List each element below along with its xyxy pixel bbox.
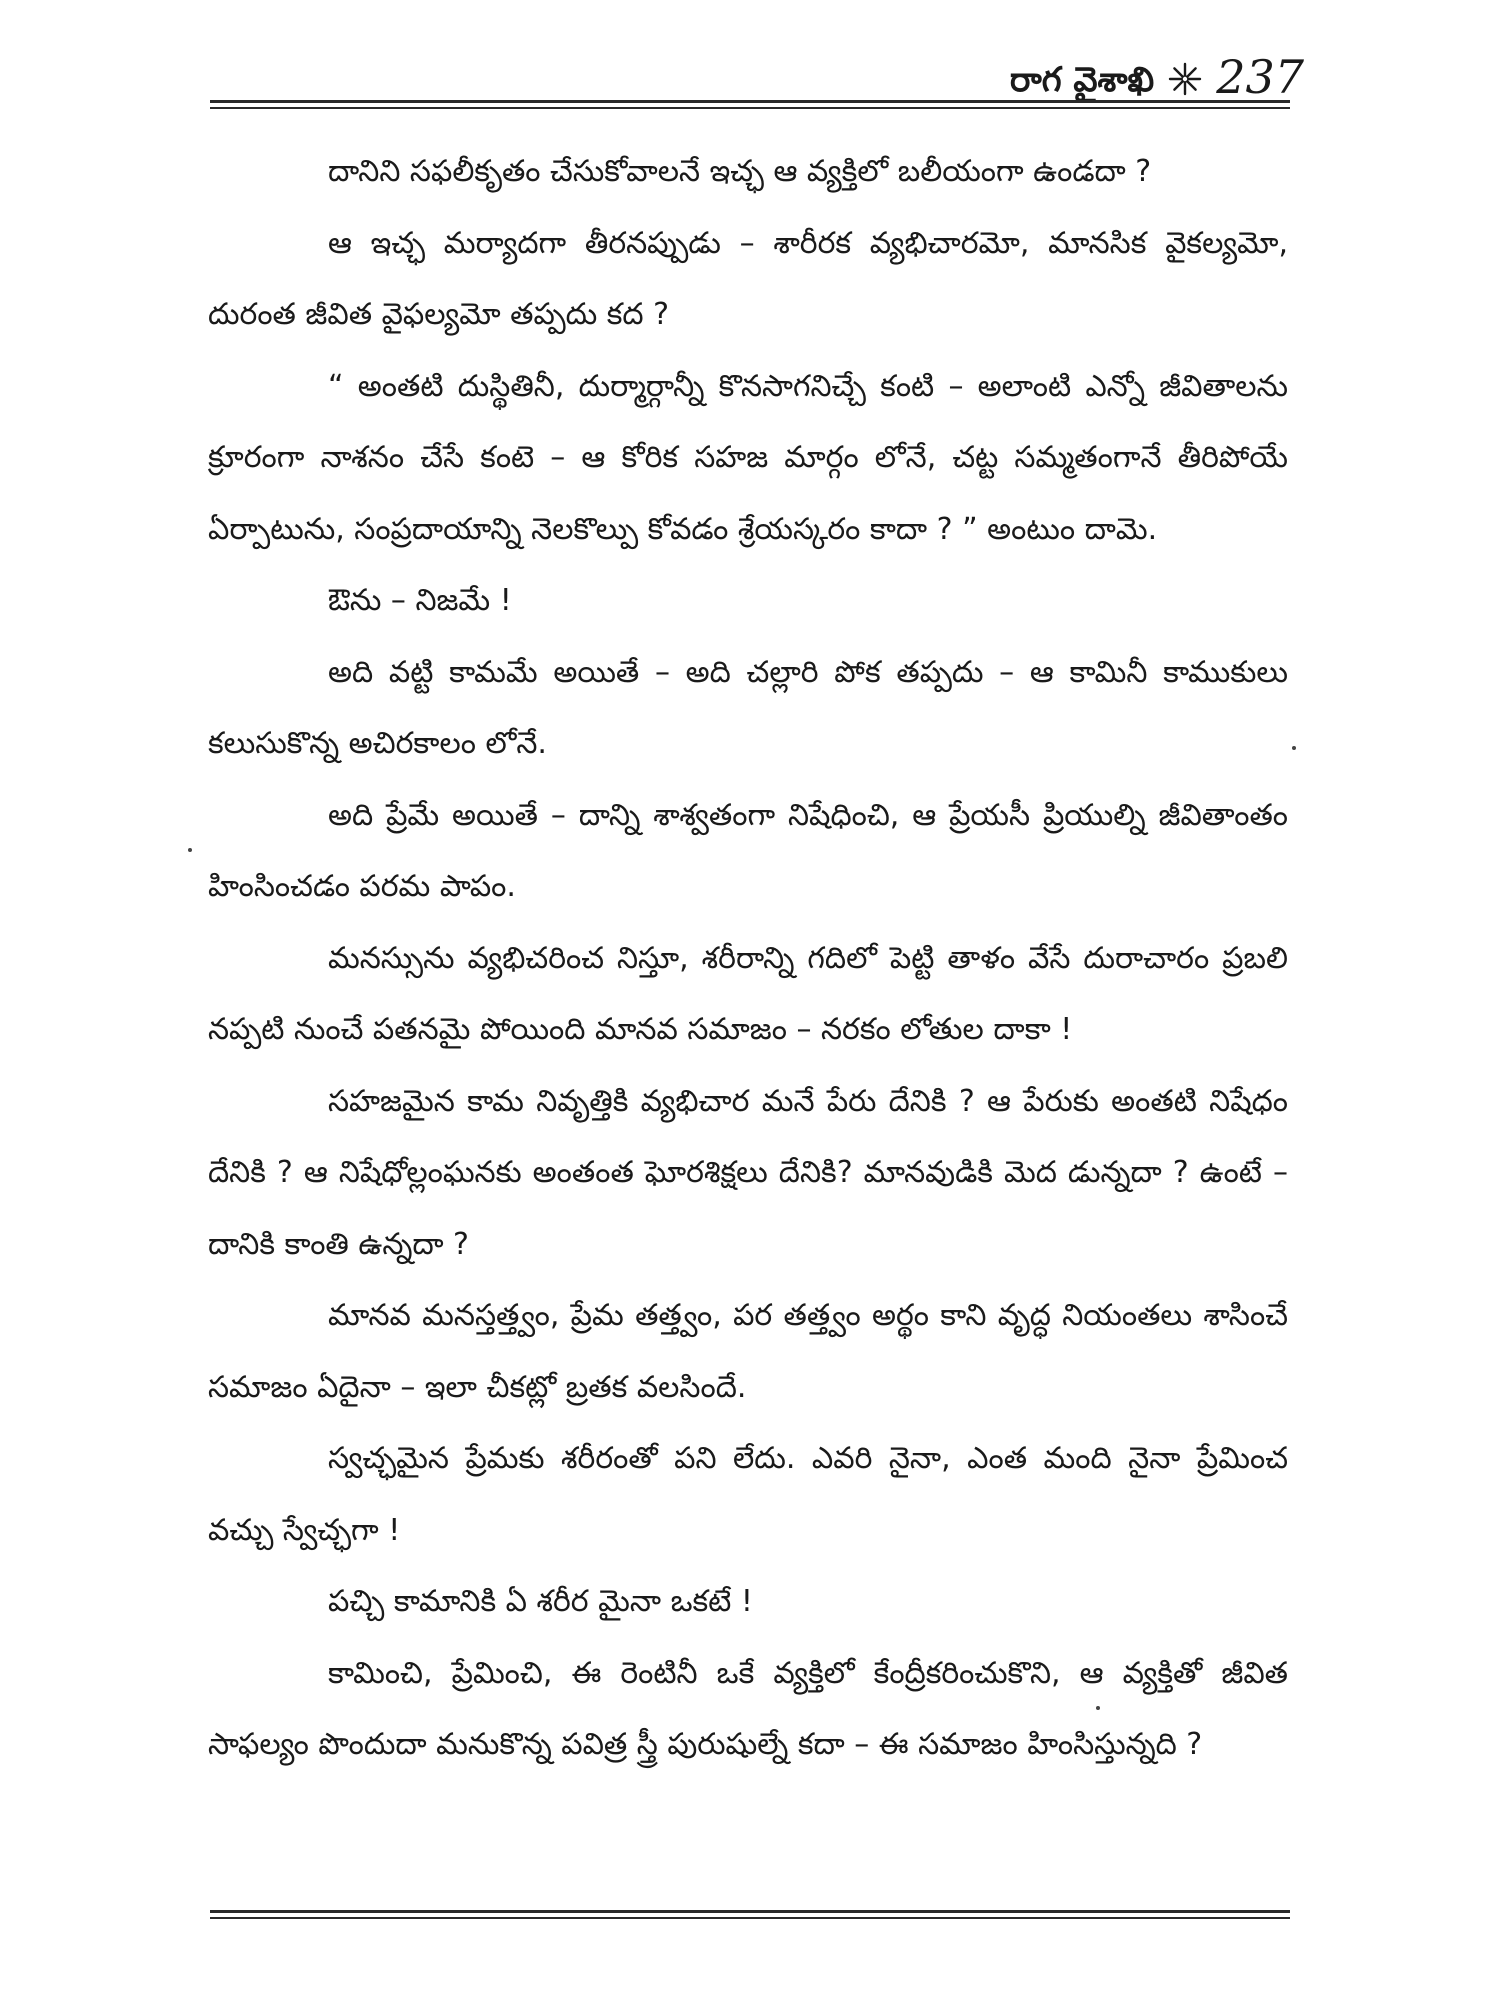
paragraph: కామించి, ప్రేమించి, ఈ రెంటినీ ఒకే వ్యక్తిలో కేంద్రీకరించుకొని, ఆ వ్యక్తితో జీవిత సాఫల్యం పొందుదా మనుకొన్న పవిత్ర స్త్రీ పురుషుల్నే కదా – ఈ సమాజం హింసిస్తున్నది ? [208,1655,1288,1762]
paragraph: పచ్చి కామానికి ఏ శరీర మైనా ఒకటే ! [328,1584,753,1619]
paragraph: దానిని సఫలీకృతం చేసుకోవాలనే ఇచ్ఛ ఆ వ్యక్తిలో బలీయంగా ఉండదా ? [328,154,1152,189]
paragraph: సహజమైన కామ నివృత్తికి వ్యభిచార మనే పేరు దేనికి ? ఆ పేరుకు అంతటి నిషేధం దేనికి ? ఆ నిషేధోల్లంఘనకు అంతంత ఘోరశిక్షలు దేనికి? మానవుడికి మెద డున్నదా ? ఉంటే – దానికి కాంతి ఉన్నదా ? [208,1083,1288,1262]
body-text [208,136,1288,1781]
header-rule [210,100,1290,109]
running-head [1010,42,1304,102]
scan-speck [188,848,192,852]
paragraph: స్వచ్ఛమైన ప్రేమకు శరీరంతో పని లేదు. ఎవరి నైనా, ఎంత మంది నైనా ప్రేమించ వచ్చు స్వేచ్ఛగా ! [208,1441,1288,1548]
paragraph: “ అంతటి దుస్థితినీ, దుర్మార్గాన్నీ కొనసాగనిచ్చే కంటి – అలాంటి ఎన్నో జీవితాలను క్రూరంగా నాశనం చేసే కంటె – ఆ కోరిక సహజ మార్గం లోనే, చట్ట సమ్మతంగానే తీరిపోయే ఏర్పాటును, సంప్రదాయాన్ని నెలకొల్పు కోవడం శ్రేయస్కరం కాదా ? ” అంటుం దామె. [208,368,1288,547]
page-number: 237 [1216,50,1304,104]
book-title: రాగ వైశాఖి [1009,60,1155,100]
paragraph: ఔను – నిజమే ! [328,583,512,618]
paragraph: అది ప్రేమే అయితే – దాన్ని శాశ్వతంగా నిషేధించి, ఆ ప్రేయసీ ప్రియుల్ని జీవితాంతం హింసించడం పరమ పాపం. [208,797,1288,904]
footer-rule [210,1910,1290,1919]
paragraph: ఆ ఇచ్ఛ మర్యాదగా తీరనప్పుడు – శారీరక వ్యభిచారమో, మానసిక వైకల్యమో, దురంత జీవిత వైఫల్యమో తప్పదు కద ? [208,225,1288,332]
paragraph: అది వట్టి కామమే అయితే – అది చల్లారి పోక తప్పదు – ఆ కామినీ కాముకులు కలుసుకొన్న అచిరకాలం లోనే. [208,654,1288,761]
paragraph: మనస్సును వ్యభిచరించ నిస్తూ, శరీరాన్ని గదిలో పెట్టి తాళం వేసే దురాచారం ప్రబలి నప్పటి నుంచే పతనమై పోయింది మానవ సమాజం – నరకం లోతుల దాకా ! [208,940,1288,1047]
asterisk-icon [1168,62,1202,96]
scan-speck [1096,1706,1100,1710]
paragraph: మానవ మనస్తత్త్వం, ప్రేమ తత్త్వం, పర తత్త్వం అర్థం కాని వృద్ధ నియంతలు శాసించే సమాజం ఏదైనా – ఇలా చీకట్లో బ్రతక వలసిందే. [208,1298,1288,1405]
scan-speck [1292,746,1296,750]
